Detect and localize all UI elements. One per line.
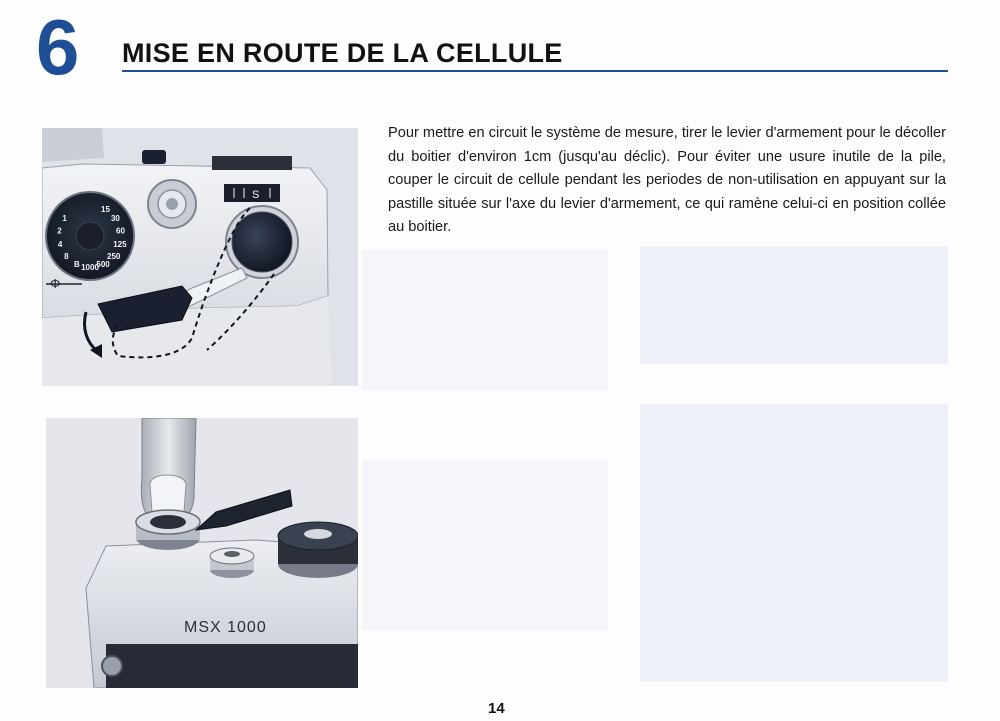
- camera-model-label: MSX 1000: [184, 619, 267, 636]
- dial-speed-label: 1: [62, 214, 67, 224]
- chapter-number: 6: [36, 3, 80, 91]
- window-label: S: [252, 189, 260, 201]
- exposure-window: [224, 184, 280, 202]
- show-through-shading: [362, 250, 608, 390]
- camera-finger-photo: [46, 418, 358, 688]
- dial-mark: Φ: [50, 276, 61, 291]
- title-underline: [122, 70, 948, 72]
- dial-speed-label: 125: [113, 240, 127, 249]
- page-number: 14: [488, 700, 505, 717]
- dial-speed-label: 4: [57, 240, 63, 249]
- dial-speed-label: 60: [116, 226, 125, 236]
- show-through-shading: [640, 246, 948, 364]
- dial-speed-label: 30: [110, 214, 120, 224]
- strap-lug: [102, 656, 122, 676]
- advance-lever-hub: [136, 510, 200, 550]
- show-through-shading: [362, 460, 608, 630]
- dial-speed-label: 250: [107, 251, 121, 261]
- film-counter-strip: [212, 156, 292, 170]
- dial-speed-label: 2: [57, 226, 62, 236]
- dial-speed-label: B: [74, 260, 80, 270]
- dial-speed-label: 1000: [81, 263, 99, 272]
- rewind-knob-top: [142, 150, 166, 164]
- shutter-speed-dial: [278, 522, 358, 578]
- shutter-release-button: [210, 548, 254, 578]
- dial-speed-label: 15: [101, 205, 110, 215]
- show-through-shading: [640, 404, 948, 682]
- lens-mount-shadow: [42, 128, 104, 162]
- advance-lever-knob: [226, 206, 298, 278]
- camera-leatherette: [106, 644, 358, 688]
- rewind-crank: [148, 180, 196, 228]
- body-paragraph: Pour mettre en circuit le système de mesure, tirer le levier d'armement pour le décoller du boitier d'environ 1cm (jusqu'au déclic). Pour éviter une usure inutile de la pile, couper le circuit de cellule pendant les periodes de non-utilisation en appuyant sur la pastille située sur l'axe du levier d'armement, ce qui ramène celui-ci en position collée au boitier.: [388, 125, 946, 235]
- dial-speed-label: 500: [96, 260, 110, 270]
- page-title: MISE EN ROUTE DE LA CELLULE: [122, 38, 563, 68]
- dial-speed-label: 8: [64, 251, 69, 261]
- camera-top-photo: [42, 128, 358, 386]
